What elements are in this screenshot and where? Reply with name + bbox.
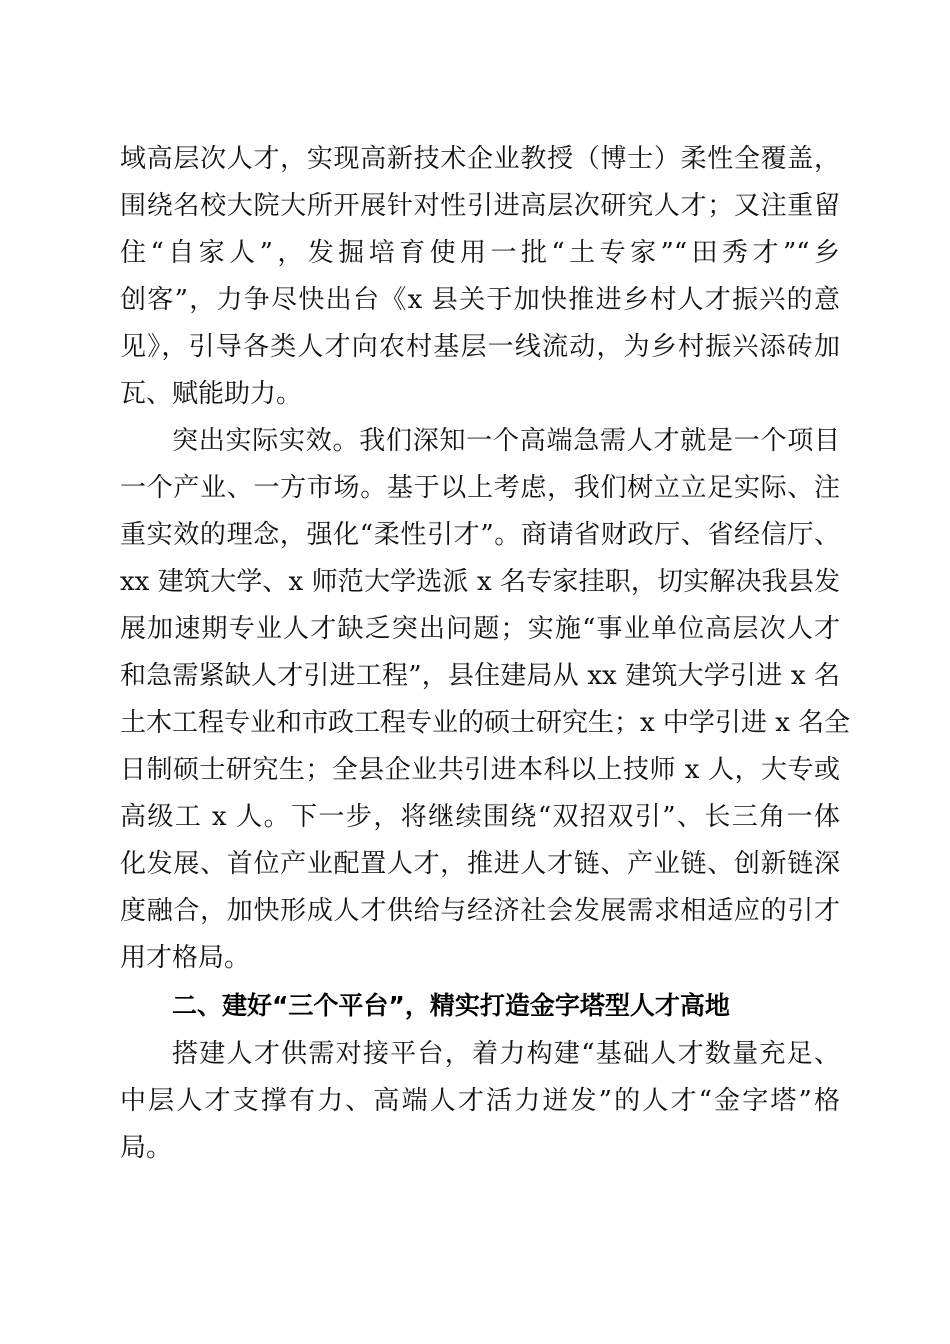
text-line: 搭建人才供需对接平台，着力构建“基础人才数量充足、 xyxy=(172,1039,840,1069)
text-line: 局。 xyxy=(120,1133,173,1163)
text-line: 域高层次人才，实现高新技术企业教授（博士）柔性全覆盖， xyxy=(120,144,840,174)
text-line: 瓦、赋能助力。 xyxy=(120,379,303,409)
section-heading: 二、建好“三个平台”，精实打造金字塔型人才高地 xyxy=(172,991,730,1020)
text-line: 围绕名校大院大所开展针对性引进高层次研究人才；又注重留 xyxy=(120,191,840,221)
text-line: xx 建筑大学、x 师范大学选派 x 名专家挂职，切实解决我县发 xyxy=(120,567,840,597)
text-line: 化发展、首位产业配置人才，推进人才链、产业链、创新链深 xyxy=(120,849,840,879)
text-line: 用才格局。 xyxy=(120,943,251,973)
text-line: 见》，引导各类人才向农村基层一线流动，为乡村振兴添砖加 xyxy=(120,332,840,362)
text-line: 重实效的理念，强化“柔性引才”。商请省财政厅、省经信厅、 xyxy=(120,520,840,550)
text-line: 中层人才支撑有力、高端人才活力迸发”的人才“金字塔”格 xyxy=(120,1086,840,1116)
text-line: 度融合，加快形成人才供给与经济社会发展需求相适应的引才 xyxy=(120,896,840,926)
text-line: 高级工 x 人。下一步，将继续围绕“双招双引”、长三角一体 xyxy=(120,802,840,832)
text-line: 住“自家人”，发掘培育使用一批“土专家”“田秀才”“乡 xyxy=(120,238,840,268)
text-line: 创客”，力争尽快出台《x 县关于加快推进乡村人才振兴的意 xyxy=(120,285,840,315)
text-line: 一个产业、一方市场。基于以上考虑，我们树立立足实际、注 xyxy=(120,473,840,503)
text-line: 土木工程专业和市政工程专业的硕士研究生；x 中学引进 x 名全 xyxy=(120,708,851,738)
text-line: 和急需紧缺人才引进工程”，县住建局从 xx 建筑大学引进 x 名 xyxy=(120,661,840,691)
text-line: 日制硕士研究生；全县企业共引进本科以上技师 x 人，大专或 xyxy=(120,755,840,785)
text-line: 展加速期专业人才缺乏突出问题；实施“事业单位高层次人才 xyxy=(120,614,840,644)
text-line: 突出实际实效。我们深知一个高端急需人才就是一个项目 xyxy=(172,426,840,456)
